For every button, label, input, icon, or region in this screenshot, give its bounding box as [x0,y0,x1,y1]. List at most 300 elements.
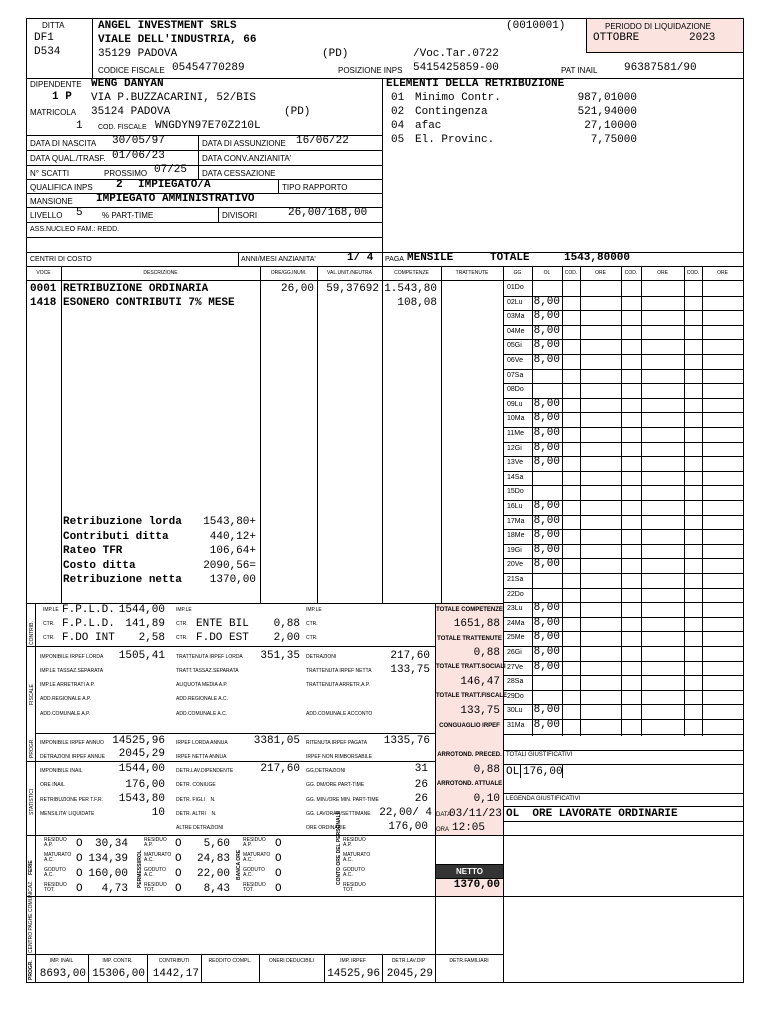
footer-header: CONTRIBUTI [158,958,190,964]
inail-value: 96387581/90 [624,62,697,74]
element-code: 02 [391,106,405,118]
inps-label: POSIZIONE INPS [338,66,403,75]
tot-soc-value: 146,47 [460,676,500,688]
row-voce: 1418 [30,297,57,309]
calendar-header: COD. [564,270,578,276]
period-month: OTTOBRE [593,32,640,44]
s-tfr: 1543,80 [118,793,165,805]
calendar-hours: 8,00 [533,324,560,337]
s-ggdm: 26 [414,779,428,791]
ferie-value: 134,39 [88,853,128,865]
element-value: 27,10000 [584,120,637,132]
ferie-row-label: RESIDUO A.P. [343,837,366,848]
ferie-row-label: RESIDUO TOT. [144,882,167,893]
ferie-row-label: RESIDUO TOT. [44,882,67,893]
calendar-hours: 8,00 [533,558,560,571]
calendar-row-line [503,588,743,589]
row-desc: RETRIBUZIONE ORDINARIA [63,283,209,295]
calendar-hours: 8,00 [533,646,560,658]
footer-progr-side: PROGR. [28,960,34,980]
ferie-o: O [76,868,83,880]
permessi-value: 22,00 [196,868,230,880]
summary-value: 440,12+ [209,530,256,543]
footer-header: ONERI DEDUCIBILI [268,958,315,964]
element-value: 521,94000 [577,106,637,118]
ferie-row-label: MATURATO A.C. [144,852,172,863]
element-code: 04 [391,120,405,132]
qualifica-value: IMPIEGATO/A [138,179,211,191]
calendar-day: 08Do [507,386,524,394]
f-netta-label: TRATTENUTA IRPEF NETTA [306,668,372,674]
table-header: ORE/GG.INUM. [270,270,307,276]
permessi-o: O [175,868,182,880]
element-name: Minimo Contr. [415,92,501,104]
calendar-hours: 8,00 [533,602,560,615]
period-year: 2023 [689,32,716,44]
p-lorda-annua: 3381,05 [253,735,300,747]
calendar-day: 26Gi [507,649,522,656]
s-tfr-label: RETRIBUZIONE PER T.F.R. [40,797,103,803]
footer-header: DETR.FAMILIARI [449,958,489,964]
c-l2b-value: 0,88 [273,618,300,630]
voc-tar: /Voc.Tar.0722 [413,48,499,60]
paga-value: MENSILE [407,252,454,264]
c-l3-name: F.DO INT [62,632,115,644]
calendar-header: ORE [657,270,668,276]
cong-label: CONGUAGLIO IRPEF [439,723,500,729]
permessi-value: 8,43 [203,883,230,895]
calendar-hours: 8,00 [533,719,560,731]
calendar-row-line [503,485,743,486]
s-lav: 22,00/ 4 [379,807,432,819]
divisori-value: 26,00/168,00 [288,207,368,219]
table-header: COMPETENZE [394,270,429,276]
footer-value: 8693,00 [39,968,86,980]
calendar-day: 31Ma [507,722,525,729]
p-imp-annuo: 14525,96 [112,735,165,747]
calendar-day: 21Sa [507,576,524,583]
ferie-row-label: GODUTO A.C. [44,867,66,878]
calendar-day: 11Me [507,430,524,437]
footer-value: 2045,29 [386,968,433,980]
calendar-hours: 8,00 [533,310,560,323]
p-rit: 1335,76 [383,735,430,747]
f-detr: 217,60 [390,650,430,662]
calendar-header: GG [513,270,522,276]
banca-o: O [275,853,282,865]
calendar-hours: 8,00 [533,354,560,366]
s-ore-inail-label: ORE INAIL [40,782,65,788]
permessi-o: O [175,853,182,865]
summary-label: Costo ditta [63,559,136,572]
prossimo-label: PROSSIMO [104,169,148,178]
c-l3-value: 2,58 [138,632,165,644]
row-ore: 26,00 [280,283,314,295]
calendar-day: 18Me [507,532,525,540]
ferie-row-label: RESIDUO A.P. [243,837,266,848]
calendar-header: ORE [595,270,606,276]
calendar-header: COD. [624,270,638,276]
s-figli-label: DETR. FIGLI N. [176,797,216,803]
livello-value: 5 [76,207,83,219]
legend-value: OL ORE LAVORATE ORDINARIE [506,808,678,820]
permessi-side: PERMESSI/ROL [137,850,143,888]
c-l3b-name: F.DO EST [196,632,249,644]
tot-giust-value: 176,00 [523,766,563,778]
ferie-value: 160,00 [88,868,128,880]
element-code: 05 [391,134,405,146]
calendar-row-line [503,690,743,691]
ditta-label: DITTA [42,21,65,30]
ora-value: 12:05 [452,822,486,834]
stat-side: STATISTICI [29,788,35,815]
footer-header: DETR.LAV.DIP [391,958,426,964]
qual-label: DATA QUAL./TRASF. [30,154,106,163]
calendar-hours: 8,00 [533,397,560,410]
calendar-day: 15Do [507,488,524,496]
ferie-row-label: RESIDUO TOT. [343,882,366,893]
total-label: TOTALE [490,252,530,264]
c-l1-label: IMP.LE [43,607,59,613]
calendar-row-line [503,573,743,574]
scatti-label: N° SCATTI [30,169,70,178]
calendar-hours: 8,00 [533,427,560,439]
s-mens-label: MENSILITA' LIQUIDATE [40,811,95,817]
ferie-value: 4,73 [101,883,128,895]
tot-tratt-label: TOTALE TRATTENUTE [437,636,502,642]
footer-value: 1442,17 [152,968,199,980]
calendar-day: 04Me [507,327,525,335]
company-city: 35129 PADOVA [98,48,178,60]
calendar-row-line [503,675,743,676]
ferie-o: O [76,838,83,850]
calendar-day: 22Do [507,590,524,598]
calendar-hours: 8,00 [533,631,560,644]
c-l2-value: 141,89 [125,618,165,630]
netto-value: 1370,00 [453,879,500,891]
ferie-row-label: GODUTO A.C. [343,867,365,878]
calendar-hours: 8,00 [533,543,560,556]
dip-label: DIPENDENTE [30,80,82,89]
f-aliq-label: ALIQUOTA MEDIA A.P. [176,682,228,688]
permessi-value: 24,83 [196,853,230,865]
calendar-day: 06Ve [507,357,523,364]
calendar-hours: 8,00 [533,339,560,352]
p-netta-annua-label: IRPEF NETTA ANNUA [176,754,227,760]
ferie-row-label: RESIDUO A.P. [144,837,167,848]
matricola-value: 1 [76,120,83,132]
ferie-row-label: GODUTO A.C. [144,867,166,878]
arr-att-value: 0,10 [473,793,500,805]
c-l1b-label: IMP.LE [176,607,192,613]
s-lav-label: GG. LAVORATI/SETTIMANE [306,811,371,817]
c-l2-name: F.P.L.D. [62,618,115,630]
table-header: VAL.UNIT./NEUTRA [327,270,372,276]
calendar-day: 28Sa [507,678,524,686]
element-name: El. Provinc. [415,134,495,146]
ferie-o: O [76,853,83,865]
company-province: (PD) [322,48,349,60]
tot-comp-value: 1651,88 [453,618,500,630]
s-detr-dip: 217,60 [260,763,300,775]
mansione-value: IMPIEGATO AMMINISTRATIVO [96,193,255,205]
ditta-num: D534 [34,46,61,58]
matricola-label: MATRICOLA [30,108,77,117]
summary-label: Contributi ditta [63,530,169,543]
calendar-header: COD. [686,270,700,276]
ferie-side: FERIE [28,860,34,875]
calendar-hours: 8,00 [533,529,560,542]
summary-label: Retribuzione netta [63,574,182,586]
s-inail-label: IMPONIBILE INAIL [40,768,83,774]
calendar-day: 27Ve [507,663,523,671]
data-value: 03/11/23 [449,808,502,820]
f-netta: 133,75 [390,664,430,676]
c-l1-value: 1544,00 [118,604,165,616]
tot-giust-code: OL [506,766,520,778]
c-l2c-label: CTR. [306,621,318,627]
calendar-day: 16Lu [507,503,523,510]
calendar-day: 05Gi [507,342,522,350]
footer-header: IMP. CONTR. [102,958,133,964]
calendar-header: OL [543,270,551,276]
banca-o: O [275,838,282,850]
row-voce: 0001 [30,283,57,295]
s-ord-label: ORE ORDINARIE [306,825,347,831]
calendar-day: 02Lu [507,298,523,306]
summary-label: Retribuzione lorda [63,516,182,528]
cess-label: DATA CESSAZIONE [202,169,276,178]
f-reg-label: ADD.REGIONALE A.P. [40,696,92,702]
ferie-row-label: MATURATO A.C. [343,852,371,863]
calendar-header: ORE [717,270,728,276]
p-imp-annuo-label: IMPONIBILE IRPEF ANNUO [40,740,104,746]
mansione-label: MANSIONE [30,197,73,206]
calendar-row-line [503,369,743,370]
s-detr-dip-label: DETR.LAV.DIPENDENTE [176,768,234,774]
company-address: VIALE DELL'INDUSTRIA, 66 [98,34,257,46]
p-rit-label: RITENUTA IRPEF PAGATA [306,740,368,746]
anzianita-label: ANNI/MESI ANZIANITA' [241,256,316,263]
period-label: PERIODO DI LIQUIDAZIONE [605,22,711,31]
legend-label: LEGENDA GIUSTIFICATIVI [506,796,581,802]
calendar-hours: 8,00 [533,295,560,308]
footer-value: 14525,96 [327,968,380,980]
permessi-value: 5,60 [203,838,230,850]
f-tratt-lorda-label: TRATTENUTA IRPEF LORDA [176,654,243,660]
f-tass-label: IMP.LE TASSAZ.SEPARATA [40,668,104,674]
summary-value: 1370,00 [209,574,256,586]
paga-label: PAGA [385,256,404,263]
calendar-day: 20Ve [507,561,523,569]
conv-label: DATA CONV.ANZIANITA' [202,154,292,163]
period-box [587,19,743,52]
ditta-code: DF1 [34,32,54,44]
calendar-day: 01Do [507,284,524,291]
calendar-day: 29Do [507,692,524,700]
ferie-value: 30,34 [94,838,128,850]
c-l2-label: CTR. [43,621,55,627]
table-header: TRATTENUTE [455,270,489,276]
f-tratt-tass-label: TRATT.TASSAZ.SEPARATA [176,668,239,674]
calendar-day: 09Lu [507,400,523,408]
calendar-hours: 8,00 [533,441,560,454]
employee-city: 35124 PADOVA [91,106,171,118]
summary-value: 106,64+ [209,545,256,557]
calendar-hours: 8,00 [533,616,560,629]
f-arr-label: IMP.LE ARRETRATI A.P. [40,682,95,688]
divisori-label: DIVISORI [222,211,258,220]
company-code: (0010001) [506,20,566,32]
ferie-o: O [76,883,83,895]
qualifica-label: QUALIFICA INPS [30,183,93,192]
conto-ore-side: CONTO ORE DEL PERSONALE [336,811,342,885]
arr-prec-value: 0,88 [473,764,500,776]
footer-header: REDDITO COMPL. [208,958,252,964]
birth-value: 30/05/97 [112,135,165,147]
c-l3b-value: 2,00 [273,632,300,644]
centro-paghe-side: CENTRO PAGHE COMUNICAZ. [28,880,34,953]
netto-label: NETTO [436,865,503,878]
table-header: VOCE [36,270,51,276]
calendar-hours: 8,00 [533,456,560,469]
calendar-day: 19Gi [507,546,522,554]
tot-fisc-value: 133,75 [460,705,500,717]
s-ore-inail: 176,00 [125,779,165,791]
company-cf: 05454770289 [172,62,245,74]
qual-value: 01/06/23 [112,150,165,162]
calendar-day: 25Me [507,634,525,642]
permessi-o: O [175,838,182,850]
progr-side: PROGR. [29,738,35,758]
c-l3-label: CTR. [43,635,55,641]
rapporto-label: TIPO RAPPORTO [282,183,348,192]
c-l1c-label: IMP.LE [306,607,322,613]
s-gg-detr-label: GG.DETRAZIONI [306,768,346,774]
calendar-day: 23Lu [507,605,523,613]
elements-title: ELEMENTI DELLA RETRIBUZIONE [386,78,565,90]
s-ggdm-label: GG. DM/ORE PART-TIME [306,782,365,788]
employee-name: WENG DANYAN [91,78,164,90]
emp-cf: WNGDYN97E70Z210L [155,120,261,132]
s-inail: 1544,00 [118,763,165,775]
summary-value: 1543,80+ [203,516,256,528]
centri-label: CENTRI DI COSTO [30,256,92,263]
calendar-day: 03Ma [507,313,525,321]
footer-header: IMP. INAIL [49,958,74,964]
calendar-day: 13Ve [507,459,523,467]
s-ord: 176,00 [388,821,428,833]
footer-value: 15306,00 [92,968,145,980]
ferie-row-label: RESIDUO TOT. [243,882,266,893]
employee-province: (PD) [284,106,311,118]
company-name: ANGEL INVESTMENT SRLS [98,20,237,32]
tot-fisc-label: TOTALE TRATT.FISCALE [436,693,507,699]
data-label: DATA [436,812,452,818]
calendar-day: 12Gi [507,444,522,452]
f-acc-label: ADD.COMUNALE ACCONTO [306,711,373,717]
ferie-row-label: MATURATO A.C. [44,852,72,863]
ass-label: ASS.NUCLEO FAM.: REDD. [30,226,120,233]
inail-label: PAT INAIL [561,66,598,75]
calendar-hours: 8,00 [533,660,560,673]
tot-soc-label: TOTALE TRATT.SOCIALI [436,664,506,670]
f-detr-label: DETRAZIONI [306,654,337,660]
summary-value: 2090,56= [203,559,256,572]
c-l3c-label: CTR. [306,635,318,641]
p-detr-annue: 2045,29 [118,748,165,760]
c-l2b-name: ENTE BIL [196,618,249,630]
element-value: 7,75000 [590,134,637,146]
hire-value: 16/06/22 [296,135,349,147]
element-name: afac [415,120,442,132]
f-com-label: ADD.COMUNALE A.P. [40,711,91,717]
c-l2b-label: CTR. [176,621,188,627]
hire-label: DATA DI ASSUNZIONE [202,139,286,148]
livello-label: LIVELLO [30,211,63,220]
birth-label: DATA DI NASCITA [30,139,97,148]
s-ggmin-label: GG. MIN./ORE MIN. PART-TIME [306,797,379,803]
arr-prec-label: ARROTOND. PRECED. [437,752,502,758]
p-non-rimb-label: IRPEF NON RIMBORSABILE [306,754,373,760]
calendar-row-line [503,471,743,472]
s-gg-detr: 31 [414,763,428,775]
permessi-o: O [175,883,182,895]
parttime-label: % PART-TIME [102,211,154,220]
p-detr-annue-label: DETRAZIONI IRPEF ANNUE [40,754,106,760]
ferie-row-label: GODUTO A.C. [243,867,265,878]
inps-value: 5415425859-00 [413,62,499,74]
f-imp-lorda-label: IMPONIBILE IRPEF LORDA [40,654,104,660]
element-name: Contingenza [415,106,488,118]
calendar-row-line [503,383,743,384]
summary-label: Rateo TFR [63,545,123,557]
arr-att-label: ARROTOND. ATTUALE [436,781,503,787]
element-value: 987,01000 [577,92,637,104]
f-imp-lorda: 1505,41 [118,650,165,662]
tot-comp-label: TOTALE COMPETENZE [436,607,503,613]
f-tratt-arr-label: TRATTENUTA ARRETR.A.P. [306,682,370,688]
ferie-row-label: RESIDUO A.P. [44,837,67,848]
total-value: 1543,80000 [564,252,631,264]
emp-cf-label: COD. FISCALE [98,124,147,131]
p-lorda-annua-label: IRPEF LORDA ANNUA [176,740,228,746]
row-val: 59,37692 [326,283,379,295]
banca-ore-side: BANCA ORE [236,849,242,880]
s-coniuge-label: DETR. CONIUGE [176,782,216,788]
calendar-hours: 8,00 [533,514,560,527]
calendar-day: 14Sa [507,473,524,481]
row-desc: ESONERO CONTRIBUTI 7% MESE [63,297,235,309]
row-comp: 1.543,80 [384,283,437,295]
calendar-day: 07Sa [507,371,524,379]
employee-num: 1 P [52,91,72,103]
employee-address: VIA P.BUZZACARINI, 52/BIS [91,92,257,104]
s-altre-label: ALTRE DETRAZIONI [176,825,224,831]
calendar-hours: 8,00 [533,500,560,512]
banca-o: O [275,868,282,880]
calendar-day: 17Ma [507,517,525,525]
contrib-side: CONTRIB. [29,621,35,645]
s-ggmin: 26 [414,793,428,805]
prossimo-value: 07/25 [154,164,188,176]
calendar-day: 24Ma [507,619,525,627]
f-com-ac-label: ADD.COMUNALE A.C. [176,711,228,717]
anzianita-value: 1/ 4 [347,252,374,264]
c-l3b-label: CTR. [176,635,188,641]
tot-tratt-value: 0,88 [473,647,500,659]
qualifica-num: 2 [116,179,123,191]
